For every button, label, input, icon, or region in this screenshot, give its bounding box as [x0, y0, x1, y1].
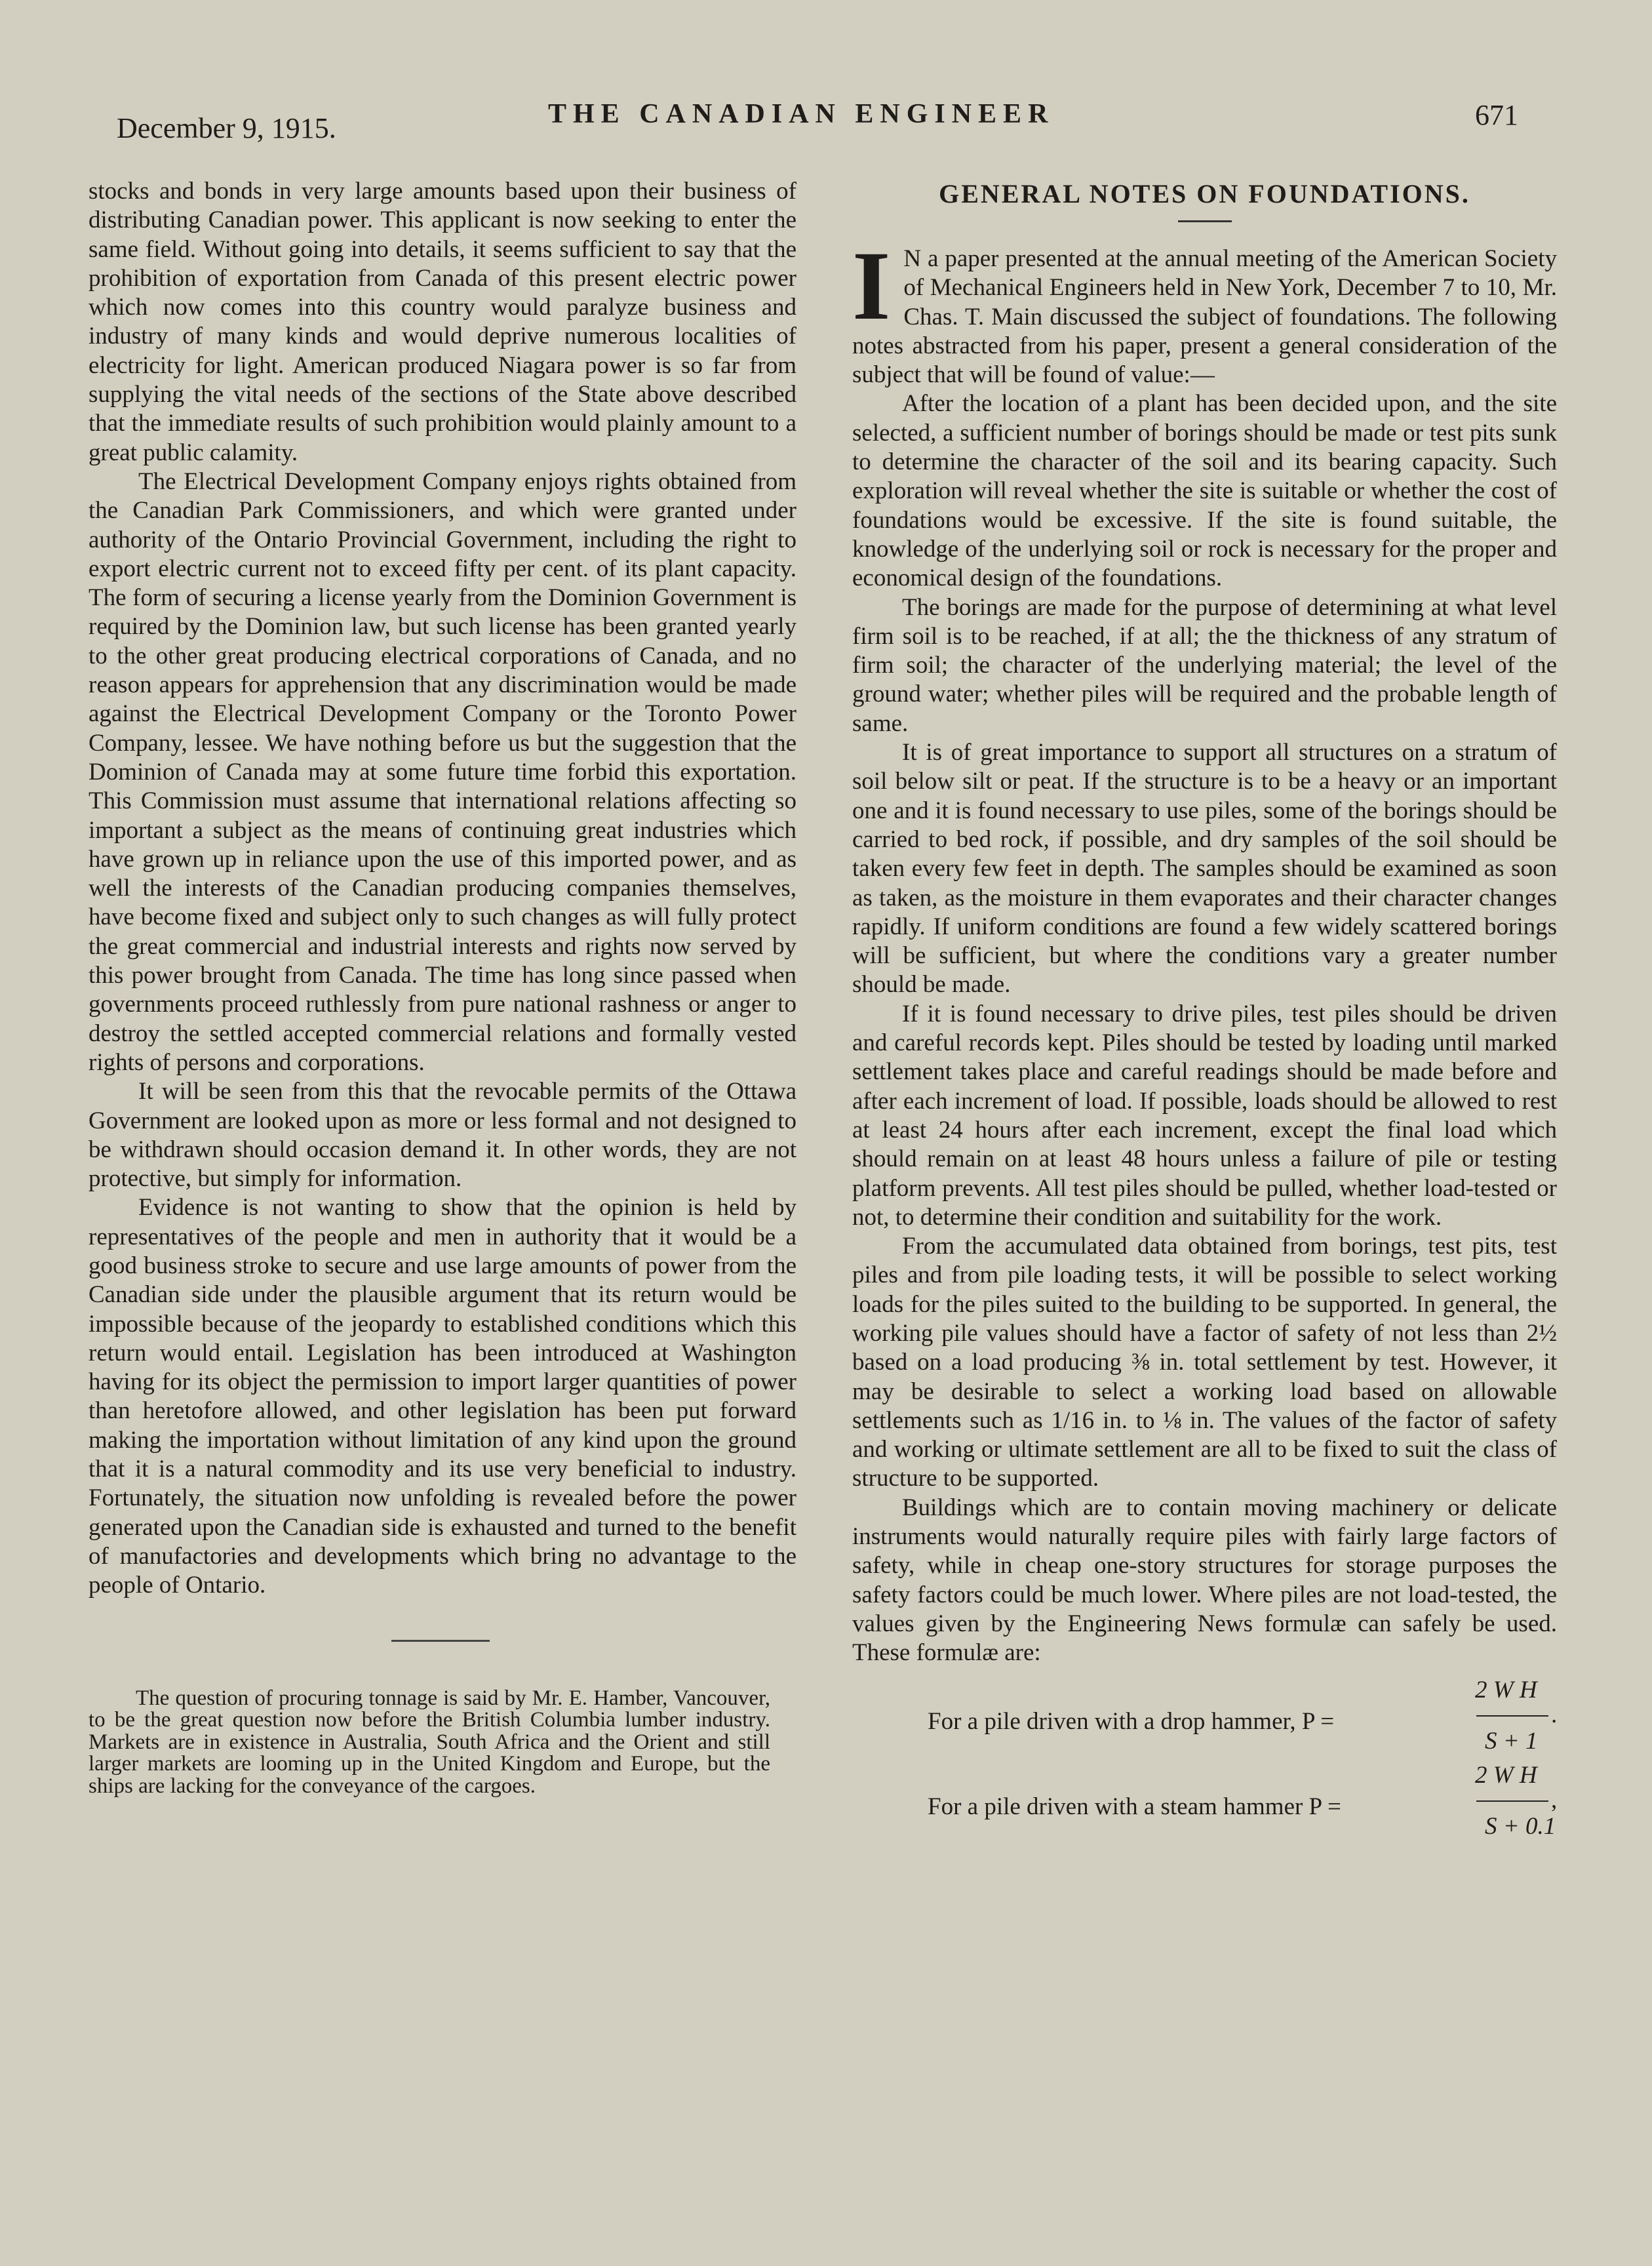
journal-title: THE CANADIAN ENGINEER: [548, 99, 1055, 129]
formula-label: For a pile driven with a drop hammer, P =: [928, 1707, 1335, 1735]
drop-cap: I: [852, 231, 891, 340]
left-paragraph: Evidence is not wanting to show that the opinion is held by representatives of the people and men in authority that it would be a good business stroke to secure and use large amounts of power from the Canadian side under the plausible argument that its return would be impossible because of the jeopardy to established conditions which this return would entail. Legislation has been introduced at Washington having for its object the permission to import larger quantities of power than heretofore allowed, and other legislation has been put forward making the importation without limitation of any kind upon the ground that it is a natural commodity and its use very beneficial to industry. Fortunately, the situation now unfolding is revealed before the power generated upon the Canadian side is exhausted and turned to the benefit of manufactories and developments which bring no advantage to the people of Ontario.: [88, 1194, 796, 1599]
right-paragraph: Buildings which are to contain moving machinery or delicate instruments would naturally require piles with fairly large factors of safety, while in cheap one-story structures for storage purposes the safety factors could be much lower. Where piles are not load-tested, the values given by the Engineering News formulæ can safely be used. These formulæ are:: [852, 1494, 1557, 1667]
left-paragraph: The Electrical Development Company enjoys rights obtained from the Canadian Park Commissioners, and which were granted under authority of the Ontario Provincial Government, including the right to export electric current not to exceed fifty per cent. of its plant capacity. The form of securing a license yearly from the Dominion Government is required by the Dominion law, but such license has been granted yearly to the other great producing electrical corporations of Canada, and no reason appears for apprehension that any discrimination would be made against the Electrical Development Company or the Toronto Power Company, lessee. We have nothing before us but the suggestion that the Dominion of Canada may at some future time forbid this exportation. This Commission must assume that international relations affecting so important a subject as the means of continuing great industries which have grown up in reliance upon the use of this imported power, and as well the interests of the Canadian producing companies themselves, have become fixed and subject only to such changes as will fully protect the great commercial and industrial interests and rights now served by this power brought from Canada. The time has long since passed when governments proceed ruthlessly from pure national rashness or anger to destroy the settled accepted commercial relations and formally vested rights of persons and corporations.: [88, 467, 796, 1076]
formula-label: For a pile driven with a steam hammer P =: [928, 1793, 1341, 1820]
left-paragraph: It will be seen from this that the revocable permits of the Ottawa Government are looked upon as more or less formal and not designed to be withdrawn should occasion demand it. In other words, they are not protective, but simply for information.: [88, 1078, 796, 1193]
article-intro: [852, 231, 1557, 389]
right-paragraph: The borings are made for the purpose of determining at what level firm soil is to be reached, if at all; the the thickness of any stratum of firm soil; the character of the underlying material; the level of the ground water; whether piles will be required and the probable length of same.: [852, 593, 1557, 737]
formula-steam-hammer: [852, 1761, 1558, 1852]
formula-punctuation: .: [1551, 1701, 1558, 1728]
right-paragraph: After the location of a plant has been decided upon, and the site selected, a sufficient number of borings should be made or test pits sunk to determine the character of the soil and its bearing capacity. Such exploration will reveal whether the site is suitable or whether the cost of foundations would be excessive. If the site is found suitable, the knowledge of the underlying soil or rock is necessary for the proper and economical design of the foundations.: [852, 390, 1557, 592]
right-column: [852, 177, 1557, 1852]
intro-text: N a paper presented at the annual meeting of the American Society of Mechanical Engineers held in New York, December 7 to 10, Mr. Chas. T. Main discussed the subject of foundations. The following notes abstracted from his paper, present a general consideration of the subject that will be found of value:—: [852, 245, 1557, 389]
section-divider: [391, 1640, 490, 1642]
right-paragraph: If it is found necessary to drive piles, test piles should be driven and careful records kept. Piles should be tested by loading until marked settlement takes place and careful readings should be made before and after each increment of load. If possible, loads should be allowed to rest at least 24 hours after each increment, except the final load which should remain on at least 48 hours unless a failure of pile or testing platform prevents. All test piles should be pulled, whether load-tested or not, to determine their condition and suitability for the work.: [852, 1000, 1557, 1231]
tonnage-note: The question of procuring tonnage is said by Mr. E. Hamber, Vancouver, to be the great question now before the British Columbia lumber industry. Markets are in existence in Australia, South Africa and the Orient and still larger markets are looming up in the United Kingdom and Europe, but the ships are lacking for the conveyance of the cargoes.: [88, 1686, 770, 1798]
left-column: [88, 177, 796, 1819]
fraction-bar: [1476, 1800, 1548, 1802]
page-number: 671: [1475, 99, 1518, 131]
article-title: GENERAL NOTES ON FOUNDATIONS.: [939, 179, 1470, 209]
formula-drop-hammer: [852, 1676, 1558, 1766]
title-rule: [1178, 220, 1232, 222]
formula-numerator: 2 W H: [1475, 1676, 1537, 1703]
formula-denominator: S + 1: [1485, 1727, 1538, 1755]
left-paragraph: stocks and bonds in very large amounts based upon their business of distributing Canadian power. This applicant is now seeking to enter the same field. Without going into details, it seems sufficient to say that the prohibition of exportation from Canada of this present electric power which now comes into this country would paralyze business and industry of many kinds and would deprive numerous localities of electricity for light. American produced Niagara power is so far from supplying the vital needs of the sections of the State above described that the immediate results of such prohibition would plainly amount to a great public calamity.: [88, 178, 796, 466]
issue-date: December 9, 1915.: [117, 112, 336, 144]
formula-numerator: 2 W H: [1475, 1761, 1537, 1789]
fraction-bar: [1476, 1715, 1548, 1717]
right-paragraph: It is of great importance to support all structures on a stratum of soil below silt or peat. If the structure is to be a heavy or an important one and it is found necessary to use piles, some of the borings should be carried to bed rock, if possible, and dry samples of the soil should be taken every few feet in depth. The samples should be examined as soon as taken, as the moisture in them evaporates and their character changes rapidly. If uniform conditions are found a few widely scattered borings will be sufficient, but where the conditions vary a greater number should be made.: [852, 739, 1557, 999]
formula-punctuation: ,: [1551, 1786, 1558, 1814]
right-paragraph: From the accumulated data obtained from borings, test pits, test piles and from pile loading tests, it will be possible to select working loads for the piles suited to the building to be supported. In general, the working pile values should have a factor of safety of not less than 2½ based on a load producing ⅜ in. total settlement by test. However, it may be desirable to select a working load based on allowable settlements such as 1/16 in. to ⅛ in. The values of the factor of safety and working or ultimate settlement are all to be fixed to suit the class of structure to be supported.: [852, 1233, 1557, 1492]
formula-denominator: S + 0.1: [1485, 1812, 1556, 1840]
